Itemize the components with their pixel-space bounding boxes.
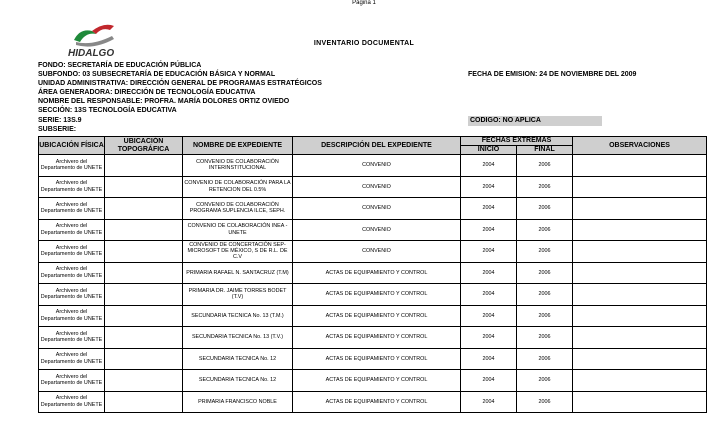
cell-ubicacion-fisica: Archivero del Departamento de UNETE bbox=[39, 198, 105, 220]
cell-ubicacion-topografica bbox=[105, 284, 183, 306]
cell-nombre-expediente: PRIMARIA RAFAEL N. SANTACRUZ (T.M) bbox=[183, 262, 293, 284]
cell-ubicacion-topografica bbox=[105, 176, 183, 198]
table-row bbox=[39, 241, 707, 263]
cell-ubicacion-topografica bbox=[105, 241, 183, 263]
cell-ubicacion-topografica bbox=[105, 198, 183, 220]
header-ubicacion-topografica: UBICACIÓN TOPOGRÁFICA bbox=[105, 137, 183, 155]
cell-descripcion: ACTAS DE EQUIPAMIENTO Y CONTROL bbox=[293, 348, 461, 370]
meta-subfondo: SUBFONDO: 03 SUBSECRETARÍA DE EDUCACIÓN BÁSICA Y NORMAL bbox=[38, 71, 276, 78]
cell-fecha-inicio: 2004 bbox=[461, 348, 517, 370]
header-final: FINAL bbox=[517, 146, 573, 155]
cell-ubicacion-topografica bbox=[105, 327, 183, 349]
cell-nombre-expediente: CONVENIO DE COLABORACIÓN PROGRAMA SUPLENCIA ILCE, SEPH. bbox=[183, 198, 293, 220]
hidalgo-logo bbox=[52, 16, 142, 60]
cell-fecha-inicio: 2004 bbox=[461, 198, 517, 220]
header-inicio: INICIO bbox=[461, 146, 517, 155]
cell-fecha-inicio: 2004 bbox=[461, 176, 517, 198]
document-title: INVENTARIO DOCUMENTAL bbox=[313, 40, 415, 47]
table-row bbox=[39, 198, 707, 220]
header-observaciones: OBSERVACIONES bbox=[573, 137, 707, 155]
header-ubicacion-fisica: UBICACIÓN FÍSICA bbox=[39, 137, 105, 155]
cell-descripcion: ACTAS DE EQUIPAMIENTO Y CONTROL bbox=[293, 370, 461, 392]
cell-fecha-final: 2006 bbox=[517, 305, 573, 327]
cell-descripcion: ACTAS DE EQUIPAMIENTO Y CONTROL bbox=[293, 284, 461, 306]
cell-nombre-expediente: CONVENIO DE COLABORACIÓN PARA LA RETENCION DEL 0.5% bbox=[183, 176, 293, 198]
meta-unidad: UNIDAD ADMINISTRATIVA: DIRECCIÓN GENERAL DE PROGRAMAS ESTRATÉGICOS bbox=[38, 80, 322, 87]
cell-observaciones bbox=[573, 198, 707, 220]
cell-descripcion: CONVENIO bbox=[293, 198, 461, 220]
cell-observaciones bbox=[573, 262, 707, 284]
cell-fecha-inicio: 2004 bbox=[461, 391, 517, 413]
cell-fecha-final: 2006 bbox=[517, 241, 573, 263]
cell-fecha-inicio: 2004 bbox=[461, 370, 517, 392]
cell-observaciones bbox=[573, 219, 707, 241]
cell-nombre-expediente: CONVENIO DE COLABORACIÓN INEA -UNETE bbox=[183, 219, 293, 241]
cell-observaciones bbox=[573, 176, 707, 198]
cell-fecha-inicio: 2004 bbox=[461, 284, 517, 306]
meta-seccion: SECCIÓN: 13S TECNOLOGÍA EDUCATIVA bbox=[38, 107, 177, 114]
cell-ubicacion-topografica bbox=[105, 391, 183, 413]
page-number-label: Página 1 bbox=[352, 0, 376, 6]
meta-area: ÁREA GENERADORA: DIRECCIÓN DE TECNOLOGÍA EDUCATIVA bbox=[38, 89, 256, 96]
cell-fecha-inicio: 2004 bbox=[461, 262, 517, 284]
meta-responsable: NOMBRE DEL RESPONSABLE: PROFRA. MARÍA DOLORES ORTIZ OVIEDO bbox=[38, 98, 290, 105]
cell-ubicacion-topografica bbox=[105, 155, 183, 177]
cell-ubicacion-topografica bbox=[105, 370, 183, 392]
cell-ubicacion-fisica: Archivero del Departamento de UNETE bbox=[39, 348, 105, 370]
table-row bbox=[39, 391, 707, 413]
cell-ubicacion-fisica: Archivero del Departamento de UNETE bbox=[39, 219, 105, 241]
table-row bbox=[39, 305, 707, 327]
cell-fecha-final: 2006 bbox=[517, 155, 573, 177]
cell-descripcion: CONVENIO bbox=[293, 241, 461, 263]
cell-ubicacion-fisica: Archivero del Departamento de UNETE bbox=[39, 176, 105, 198]
cell-descripcion: CONVENIO bbox=[293, 176, 461, 198]
cell-descripcion: CONVENIO bbox=[293, 219, 461, 241]
cell-fecha-final: 2006 bbox=[517, 348, 573, 370]
cell-observaciones bbox=[573, 241, 707, 263]
cell-observaciones bbox=[573, 370, 707, 392]
cell-ubicacion-fisica: Archivero del Departamento de UNETE bbox=[39, 370, 105, 392]
cell-nombre-expediente: SECUNDARIA TECNICA No. 13 (T.V.) bbox=[183, 327, 293, 349]
cell-ubicacion-fisica: Archivero del Departamento de UNETE bbox=[39, 284, 105, 306]
table-row bbox=[39, 327, 707, 349]
table-row bbox=[39, 348, 707, 370]
cell-ubicacion-fisica: Archivero del Departamento de UNETE bbox=[39, 391, 105, 413]
meta-fondo: FONDO: SECRETARÍA DE EDUCACIÓN PÚBLICA bbox=[38, 62, 202, 69]
cell-nombre-expediente: CONVENIO DE CONCERTACIÓN SEP-MICROSOFT DE MÉXICO, S DE R.L. DE C.V bbox=[183, 241, 293, 263]
cell-fecha-inicio: 2004 bbox=[461, 305, 517, 327]
cell-descripcion: ACTAS DE EQUIPAMIENTO Y CONTROL bbox=[293, 305, 461, 327]
cell-descripcion: CONVENIO bbox=[293, 155, 461, 177]
cell-nombre-expediente: PRIMARIA FRANCISCO NOBLE bbox=[183, 391, 293, 413]
table-row bbox=[39, 284, 707, 306]
cell-fecha-final: 2006 bbox=[517, 262, 573, 284]
cell-ubicacion-topografica bbox=[105, 219, 183, 241]
cell-nombre-expediente: SECUNDARIA TECNICA No. 12 bbox=[183, 348, 293, 370]
cell-nombre-expediente: PRIMARIA DR. JAIME TORRES BODET (T.V) bbox=[183, 284, 293, 306]
cell-ubicacion-fisica: Archivero del Departamento de UNETE bbox=[39, 262, 105, 284]
cell-fecha-inicio: 2004 bbox=[461, 241, 517, 263]
cell-nombre-expediente: CONVENIO DE COLABORACIÓN INTERINSTITUCIONAL bbox=[183, 155, 293, 177]
cell-observaciones bbox=[573, 305, 707, 327]
cell-descripcion: ACTAS DE EQUIPAMIENTO Y CONTROL bbox=[293, 327, 461, 349]
cell-fecha-final: 2006 bbox=[517, 391, 573, 413]
table-row bbox=[39, 262, 707, 284]
cell-fecha-final: 2006 bbox=[517, 327, 573, 349]
svg-text:HIDALGO: HIDALGO bbox=[68, 48, 115, 59]
meta-codigo: CODIGO: NO APLICA bbox=[468, 116, 602, 126]
header-nombre-expediente: NOMBRE DE EXPEDIENTE bbox=[183, 137, 293, 155]
cell-observaciones bbox=[573, 327, 707, 349]
cell-observaciones bbox=[573, 155, 707, 177]
table-row bbox=[39, 176, 707, 198]
cell-ubicacion-fisica: Archivero del Departamento de UNETE bbox=[39, 305, 105, 327]
cell-observaciones bbox=[573, 284, 707, 306]
meta-subserie: SUBSERIE: bbox=[38, 126, 77, 133]
cell-fecha-final: 2006 bbox=[517, 370, 573, 392]
table-row bbox=[39, 155, 707, 177]
cell-ubicacion-topografica bbox=[105, 348, 183, 370]
header-descripcion-expediente: DESCRIPCIÓN DEL EXPEDIENTE bbox=[293, 137, 461, 155]
meta-serie: SERIE: 13S.9 bbox=[38, 117, 82, 124]
cell-observaciones bbox=[573, 391, 707, 413]
cell-fecha-final: 2006 bbox=[517, 198, 573, 220]
cell-ubicacion-topografica bbox=[105, 262, 183, 284]
meta-fecha-emision: FECHA DE EMISION: 24 DE NOVIEMBRE DEL 2009 bbox=[468, 71, 637, 78]
inventory-rows bbox=[39, 155, 707, 413]
cell-descripcion: ACTAS DE EQUIPAMIENTO Y CONTROL bbox=[293, 262, 461, 284]
table-row bbox=[39, 219, 707, 241]
cell-fecha-inicio: 2004 bbox=[461, 219, 517, 241]
cell-ubicacion-fisica: Archivero del Departamento de UNETE bbox=[39, 241, 105, 263]
hidalgo-logo-emblem-icon bbox=[52, 16, 142, 60]
cell-observaciones bbox=[573, 348, 707, 370]
cell-fecha-final: 2006 bbox=[517, 176, 573, 198]
cell-fecha-inicio: 2004 bbox=[461, 327, 517, 349]
cell-ubicacion-fisica: Archivero del Departamento de UNETE bbox=[39, 327, 105, 349]
table-row bbox=[39, 370, 707, 392]
cell-fecha-final: 2006 bbox=[517, 284, 573, 306]
cell-ubicacion-fisica: Archivero del Departamento de UNETE bbox=[39, 155, 105, 177]
cell-descripcion: ACTAS DE EQUIPAMIENTO Y CONTROL bbox=[293, 391, 461, 413]
cell-nombre-expediente: SECUNDARIA TECNICA No. 12 bbox=[183, 370, 293, 392]
cell-fecha-final: 2006 bbox=[517, 219, 573, 241]
cell-ubicacion-topografica bbox=[105, 305, 183, 327]
header-fechas-extremas: FECHAS EXTREMAS bbox=[461, 137, 573, 146]
cell-fecha-inicio: 2004 bbox=[461, 155, 517, 177]
inventory-table bbox=[38, 136, 707, 413]
cell-nombre-expediente: SECUNDARIA TECNICA No. 13 (T.M.) bbox=[183, 305, 293, 327]
